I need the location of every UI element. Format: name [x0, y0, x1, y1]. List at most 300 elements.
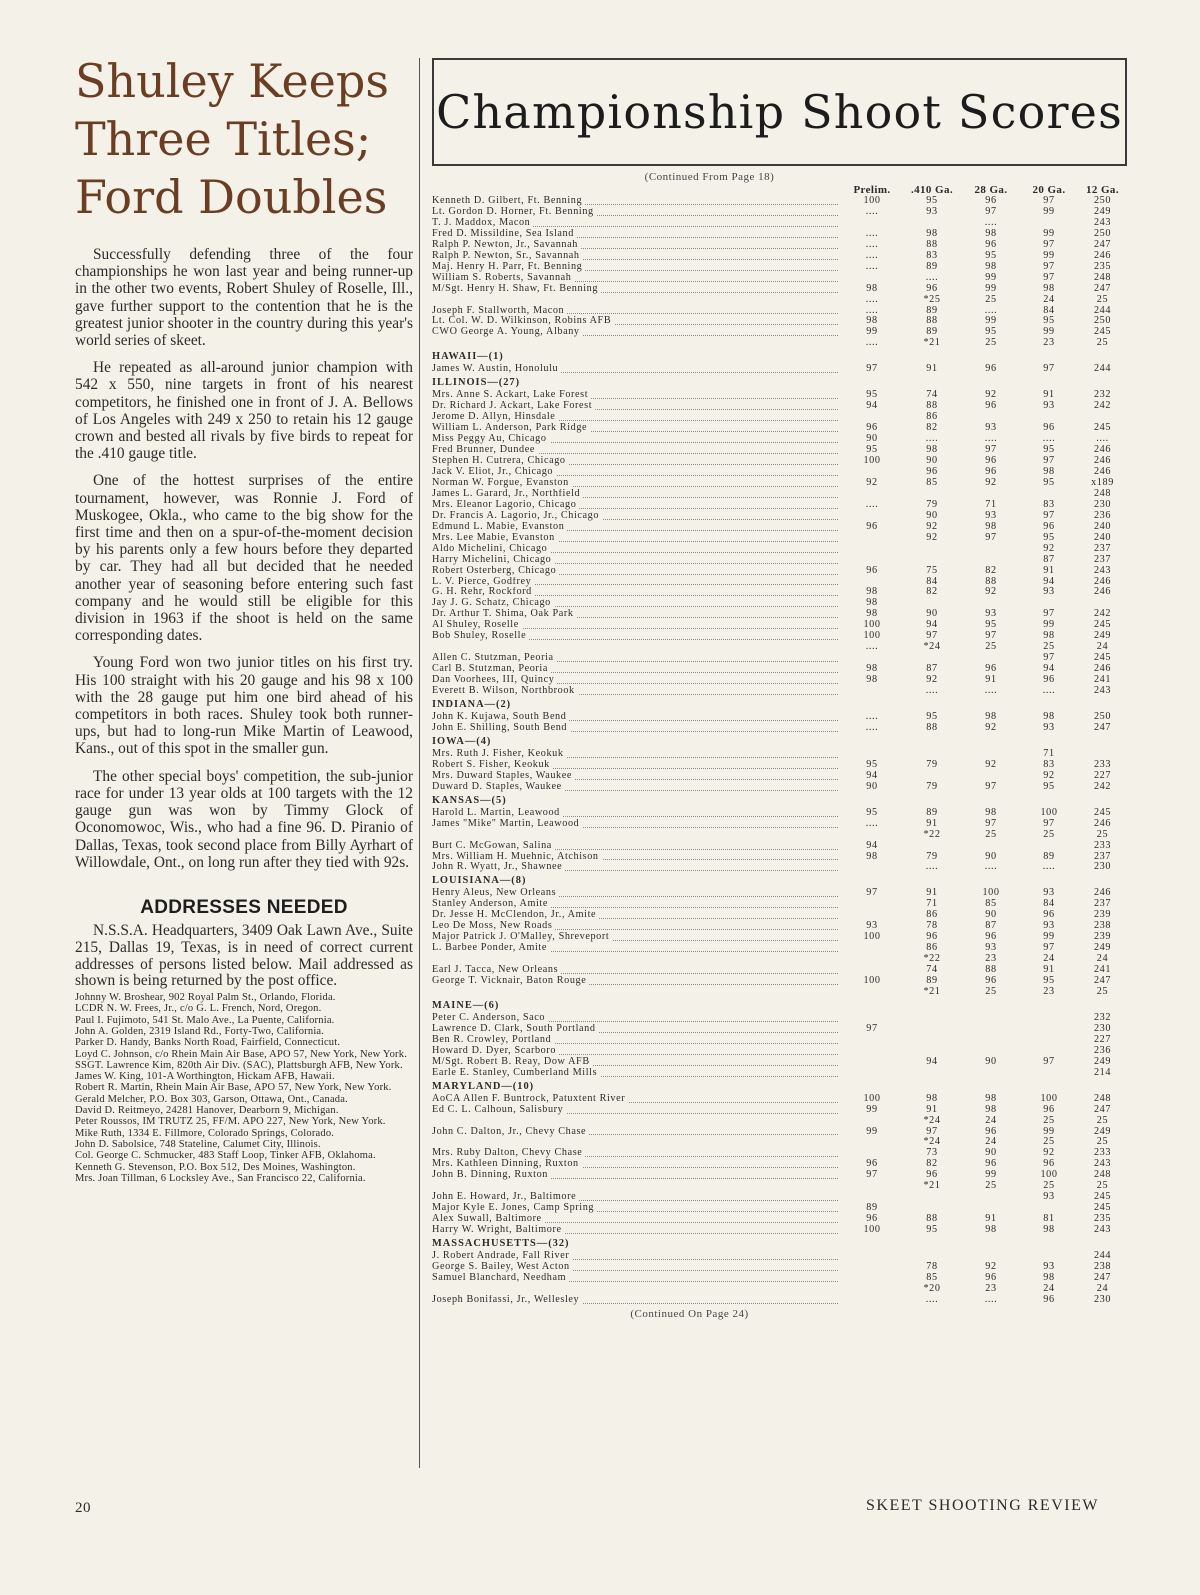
shooter-name	[432, 841, 842, 852]
score-row	[432, 749, 1127, 760]
score-cell	[962, 1251, 1020, 1262]
shooter-name	[432, 467, 842, 478]
shooter-name	[432, 932, 842, 943]
shooter-name-text: Miss Peggy Au, Chicago	[432, 434, 550, 444]
score-row	[432, 1284, 1127, 1295]
score-cell: 100	[863, 456, 881, 467]
address-entry: Gerald Melcher, P.O. Box 303, Garson, Ottawa, Ont., Canada.	[75, 1093, 348, 1105]
score-cell: 98	[985, 261, 997, 272]
score-row	[432, 819, 1127, 830]
score-cell: 237	[1093, 554, 1112, 565]
article-headline	[75, 52, 413, 226]
score-cell: 93	[1043, 722, 1055, 733]
continued-from-note: (Continued From Page 18)	[644, 171, 775, 183]
score-row	[432, 544, 1127, 555]
shooter-name-text: John E. Howard, Jr., Baltimore	[432, 1192, 579, 1202]
score-cell	[962, 598, 1020, 609]
score-cell: 90	[985, 1148, 997, 1159]
address-entry: Col. George C. Schmucker, 483 Staff Loop, Tinker AFB, Oklahoma.	[75, 1150, 376, 1162]
score-row	[432, 412, 1127, 423]
score-cell: 88	[926, 401, 938, 412]
score-row	[432, 771, 1127, 782]
score-cell: 25	[985, 1181, 997, 1192]
shooter-name	[432, 1225, 842, 1236]
score-cell	[962, 1192, 1020, 1203]
score-cell: 249	[1093, 943, 1112, 954]
score-cell: 241	[1093, 965, 1112, 976]
score-cell: 248	[1093, 1170, 1112, 1181]
score-cell	[842, 1046, 902, 1057]
score-row	[432, 364, 1127, 375]
shooter-name	[432, 675, 842, 686]
score-cell: 93	[985, 943, 997, 954]
score-cell: 238	[1093, 1262, 1112, 1273]
score-cell: 99	[1043, 206, 1055, 217]
score-cell: 98	[1043, 711, 1055, 722]
score-cell: 236	[1093, 1045, 1112, 1056]
score-cell: 88	[926, 239, 938, 250]
score-cell: 82	[926, 587, 938, 598]
score-cell: 243	[1093, 217, 1112, 228]
score-row	[432, 1262, 1127, 1273]
shooter-name	[432, 808, 842, 819]
shooter-name-text: Robert Osterberg, Chicago	[432, 566, 559, 576]
score-cell: 99	[1043, 250, 1055, 261]
score-cell: 98	[985, 807, 997, 818]
score-cell: 92	[1043, 543, 1055, 554]
shooter-name	[432, 819, 842, 830]
score-row	[432, 577, 1127, 588]
shooter-name-text: Lt. Col. W. D. Wilkinson, Robins AFB	[432, 316, 614, 326]
shooter-name	[432, 566, 842, 577]
shooter-name-text: Major Patrick J. O'Malley, Shreveport	[432, 932, 612, 942]
shooter-name	[432, 1116, 842, 1127]
score-cell: 85	[985, 899, 997, 910]
score-cell: 86	[926, 943, 938, 954]
shooter-name-text: Mrs. Ruby Dalton, Chevy Chase	[432, 1148, 585, 1158]
score-cell: 82	[985, 565, 997, 576]
shooter-name	[432, 445, 842, 456]
score-cell: 86	[926, 910, 938, 921]
shooter-name-text: George T. Vicknair, Baton Rouge	[432, 976, 589, 986]
score-cell	[902, 489, 962, 500]
score-cell: 96	[926, 283, 938, 294]
shooter-name-text: M/Sgt. Henry H. Shaw, Ft. Benning	[432, 284, 601, 294]
shooter-name	[432, 478, 842, 489]
score-cell: 96	[1043, 1294, 1055, 1305]
score-row	[432, 1148, 1127, 1159]
score-cell	[902, 1024, 962, 1035]
scores-header-row	[432, 183, 1127, 196]
shooter-name	[432, 1262, 842, 1273]
score-cell	[842, 899, 902, 910]
shooter-name-text: Dan Voorhees, III, Quincy	[432, 675, 557, 685]
score-row	[432, 1024, 1127, 1035]
score-row	[432, 456, 1127, 467]
shooter-name	[432, 434, 842, 445]
score-cell: 25	[1043, 829, 1055, 840]
score-cell: 237	[1093, 899, 1112, 910]
score-cell: 25	[1043, 1181, 1055, 1192]
score-cell: 95	[926, 711, 938, 722]
score-cell: 214	[1093, 1067, 1112, 1078]
score-cell: 83	[926, 250, 938, 261]
shooter-name	[432, 921, 842, 932]
score-row	[432, 1181, 1127, 1192]
score-cell: 95	[985, 620, 997, 631]
score-cell: ....	[865, 228, 879, 239]
shooter-name-text: Bob Shuley, Roselle	[432, 631, 529, 641]
shooter-name-text: Maj. Henry H. Parr, Ft. Benning	[432, 262, 585, 272]
score-cell: 98	[866, 851, 878, 862]
score-cell: 250	[1093, 228, 1112, 239]
shooter-name	[432, 327, 842, 338]
score-cell: 97	[866, 364, 878, 375]
score-cell: ....	[925, 434, 939, 445]
score-cell: 97	[1043, 196, 1055, 206]
score-cell: 239	[1093, 910, 1112, 921]
score-cell	[902, 555, 962, 566]
score-cell: 92	[985, 1262, 997, 1273]
score-cell	[842, 862, 902, 873]
shooter-name-text: Mrs. Anne S. Ackart, Lake Forest	[432, 390, 591, 400]
shooter-name	[432, 910, 842, 921]
publication-name: SKEET SHOOTING REVIEW	[866, 1497, 1099, 1514]
score-cell: 97	[866, 888, 878, 899]
shooter-name	[432, 262, 842, 273]
score-cell	[962, 1013, 1020, 1024]
score-cell: 98	[866, 316, 878, 327]
address-entry: Paul I. Fujimoto, 541 St. Malo Ave., La Puente, California.	[75, 1014, 335, 1026]
score-cell: 88	[985, 965, 997, 976]
score-cell: 235	[1093, 261, 1112, 272]
state-heading: HAWAII—(1)	[432, 351, 504, 363]
shooter-name-text: John R. Wyatt, Jr., Shawnee	[432, 862, 565, 872]
score-row	[432, 1094, 1127, 1105]
score-cell	[1078, 412, 1127, 423]
score-cell: 98	[985, 711, 997, 722]
score-row	[432, 1225, 1127, 1236]
score-cell: 246	[1093, 466, 1112, 477]
shooter-name-text: James "Mike" Martin, Leawood	[432, 819, 582, 829]
score-row	[432, 316, 1127, 327]
score-row	[432, 1105, 1127, 1116]
score-cell: *22	[923, 829, 941, 840]
score-cell: ....	[865, 499, 879, 510]
score-cell: ....	[984, 217, 998, 228]
score-cell	[1020, 218, 1078, 229]
score-cell: 242	[1093, 401, 1112, 412]
score-cell: 96	[866, 521, 878, 532]
score-cell: 100	[1040, 807, 1058, 818]
score-cell: 91	[926, 818, 938, 829]
shooter-name	[432, 712, 842, 723]
score-cell: 248	[1093, 272, 1112, 283]
score-row	[432, 723, 1127, 734]
score-row	[432, 262, 1127, 273]
state-heading: INDIANA—(2)	[432, 698, 512, 710]
score-cell: ....	[865, 642, 879, 653]
score-cell	[1020, 1046, 1078, 1057]
shooter-name-text: Stephen H. Cutrera, Chicago	[432, 456, 569, 466]
score-cell: 97	[926, 1126, 938, 1137]
shooter-name	[432, 1035, 842, 1046]
score-cell: 246	[1093, 888, 1112, 899]
score-cell	[842, 533, 902, 544]
score-cell: 98	[926, 228, 938, 239]
shooter-name	[432, 1013, 842, 1024]
score-row	[432, 401, 1127, 412]
article-paragraph: The other special boys' competition, the sub-junior race for under 13 year olds at 100 targets with the 12 gauge gun was won by Timmy Glock of Oconomowoc, Wis., who had a fine 96. D. Piranio of Dallas, Texas, took second place from Billy Ayrhart of Willowdale, Ont., on long run after they tied with 92s.	[75, 767, 413, 871]
score-cell	[902, 1013, 962, 1024]
score-cell: *24	[923, 1115, 941, 1126]
score-cell	[962, 1203, 1020, 1214]
score-cell: 95	[1043, 532, 1055, 543]
score-cell: 244	[1093, 1251, 1112, 1262]
score-row	[432, 808, 1127, 819]
score-cell: 75	[926, 565, 938, 576]
score-cell: 99	[985, 316, 997, 327]
score-cell: 243	[1093, 686, 1112, 697]
score-cell: 96	[985, 466, 997, 477]
shooter-name	[432, 401, 842, 412]
score-cell: 71	[926, 899, 938, 910]
score-cell: 90	[985, 851, 997, 862]
score-row	[432, 1273, 1127, 1284]
score-cell: 97	[866, 1170, 878, 1181]
score-cell: 96	[926, 466, 938, 477]
score-cell: 96	[1043, 1104, 1055, 1115]
shooter-name	[432, 653, 842, 664]
score-row	[432, 987, 1127, 998]
score-cell: 97	[926, 631, 938, 642]
score-cell: 24	[1043, 294, 1055, 305]
address-entry: James W. King, 101-A Worthington, Hickam AFB, Hawaii.	[75, 1071, 335, 1083]
score-cell: 79	[926, 851, 938, 862]
addresses-intro: N.S.S.A. Headquarters, 3409 Oak Lawn Ave., Suite 215, Dallas 19, Texas, is in need of correct current addresses of persons listed below. Mail addressed as shown is being returned by the post office.	[75, 921, 413, 990]
score-cell: 96	[985, 364, 997, 375]
shooter-name-text: Edmund L. Mabie, Evanston	[432, 522, 567, 532]
shooter-name-text: Allen C. Stutzman, Peoria	[432, 653, 557, 663]
score-cell	[962, 489, 1020, 500]
score-cell: ....	[865, 261, 879, 272]
score-cell: 93	[985, 423, 997, 434]
score-cell	[962, 555, 1020, 566]
shooter-name-text: John K. Kujawa, South Bend	[432, 712, 569, 722]
score-cell: 95	[926, 1225, 938, 1236]
score-row	[432, 954, 1127, 965]
score-cell: *21	[923, 987, 941, 997]
score-cell: 96	[985, 456, 997, 467]
score-cell	[842, 544, 902, 555]
score-row	[432, 273, 1127, 284]
score-cell: 83	[1043, 499, 1055, 510]
shooter-name-text: Al Shuley, Roselle	[432, 620, 522, 630]
score-cell: 92	[926, 521, 938, 532]
shooter-name	[432, 899, 842, 910]
shooter-name	[432, 830, 842, 841]
score-cell: 98	[866, 587, 878, 598]
score-cell: 86	[926, 412, 938, 423]
score-cell: 94	[926, 620, 938, 631]
shooter-name	[432, 533, 842, 544]
score-row	[432, 445, 1127, 456]
shooter-name	[432, 749, 842, 760]
score-cell: 90	[985, 910, 997, 921]
score-cell: 93	[1043, 888, 1055, 899]
shooter-name-text: Norman W. Forgue, Evanston	[432, 478, 572, 488]
shooter-name	[432, 686, 842, 697]
score-cell: 96	[985, 932, 997, 943]
score-cell: 227	[1093, 770, 1112, 781]
score-cell: 73	[926, 1148, 938, 1159]
score-cell: 232	[1093, 390, 1112, 401]
shooter-name-text: G. H. Rehr, Rockford	[432, 587, 535, 597]
score-cell: 100	[863, 631, 881, 642]
score-cell: 95	[1043, 445, 1055, 456]
score-cell: 249	[1093, 631, 1112, 642]
score-cell: 97	[1043, 943, 1055, 954]
shooter-name-text: John C. Dalton, Jr., Chevy Chase	[432, 1127, 589, 1137]
score-cell: 246	[1093, 587, 1112, 598]
score-cell: 71	[1043, 748, 1055, 759]
score-cell: 99	[1043, 932, 1055, 943]
shooter-name	[432, 852, 842, 863]
score-cell: 248	[1093, 1093, 1112, 1104]
score-row	[432, 620, 1127, 631]
score-cell	[962, 771, 1020, 782]
score-cell: *22	[923, 954, 941, 965]
score-cell: 97	[1043, 510, 1055, 521]
score-cell	[902, 1035, 962, 1046]
score-cell: 91	[926, 1104, 938, 1115]
score-cell	[842, 511, 902, 522]
score-cell	[842, 412, 902, 423]
score-cell: 78	[926, 1262, 938, 1273]
shooter-name	[432, 284, 842, 295]
address-entry: LCDR N. W. Frees, Jr., c/o G. L. French, Nord, Oregon.	[75, 1003, 322, 1015]
shooter-name-text: Howard D. Dyer, Scarboro	[432, 1046, 559, 1056]
score-cell: 250	[1093, 196, 1112, 206]
score-cell: 98	[1043, 1225, 1055, 1236]
score-cell	[842, 1192, 902, 1203]
score-cell: 78	[926, 921, 938, 932]
score-cell: 93	[926, 206, 938, 217]
score-cell: 100	[863, 1225, 881, 1236]
score-cell: 89	[866, 1203, 878, 1214]
score-row	[432, 240, 1127, 251]
shooter-name	[432, 965, 842, 976]
score-cell: 249	[1093, 1056, 1112, 1067]
shooter-name	[432, 1295, 842, 1306]
score-cell	[962, 1046, 1020, 1057]
score-cell	[842, 467, 902, 478]
score-cell	[1020, 489, 1078, 500]
score-row	[432, 1035, 1127, 1046]
score-cell: ....	[925, 686, 939, 697]
score-cell	[842, 1251, 902, 1262]
score-cell: 24	[1096, 954, 1109, 965]
score-cell: 74	[926, 965, 938, 976]
state-heading: MASSACHUSETTS—(32)	[432, 1238, 570, 1250]
score-cell: 247	[1093, 239, 1112, 250]
score-cell: 92	[985, 390, 997, 401]
score-row	[432, 1057, 1127, 1068]
score-cell: 92	[926, 675, 938, 686]
shooter-name	[432, 196, 842, 207]
shooter-name	[432, 587, 842, 598]
score-row	[432, 390, 1127, 401]
score-cell: 240	[1093, 532, 1112, 543]
score-cell: 95	[1043, 781, 1055, 792]
address-entry: SSGT. Lawrence Kim, 820th Air Div. (SAC), Plattsburgh AFB, New York.	[75, 1059, 403, 1071]
shooter-name-text: Earl J. Tacca, New Orleans	[432, 965, 561, 975]
score-cell: ....	[865, 722, 879, 733]
shooter-name-text: Dr. Richard J. Ackart, Lake Forest	[432, 401, 595, 411]
shooter-name	[432, 577, 842, 588]
score-cell	[902, 1046, 962, 1057]
score-cell: 97	[1043, 1056, 1055, 1067]
score-cell: 97	[866, 1023, 878, 1034]
score-cell: *24	[923, 642, 941, 653]
score-cell	[1020, 598, 1078, 609]
score-cell: 93	[1043, 1262, 1055, 1273]
shooter-name	[432, 1159, 842, 1170]
score-row	[432, 306, 1127, 317]
score-cell: ....	[1042, 686, 1056, 697]
shooter-name	[432, 598, 842, 609]
score-row	[432, 1192, 1127, 1203]
shooter-name	[432, 412, 842, 423]
shooter-name-text: William L. Anderson, Park Ridge	[432, 423, 590, 433]
score-cell	[842, 489, 902, 500]
score-cell: 230	[1093, 862, 1112, 873]
score-cell: ....	[865, 250, 879, 261]
score-cell: *21	[923, 1181, 941, 1192]
shooter-name	[432, 1148, 842, 1159]
score-cell: 91	[985, 1214, 997, 1225]
score-cell: 84	[1043, 305, 1055, 316]
score-cell: 25	[1096, 829, 1109, 840]
shooter-name	[432, 489, 842, 500]
score-cell: 25	[985, 338, 997, 349]
shooter-name	[432, 631, 842, 642]
state-heading-row	[432, 1079, 1127, 1094]
score-cell	[842, 1148, 902, 1159]
score-row	[432, 500, 1127, 511]
score-cell: 96	[1043, 1159, 1055, 1170]
score-cell: 97	[985, 206, 997, 217]
score-cell: 96	[866, 423, 878, 434]
right-column	[432, 58, 1127, 1320]
state-heading: ILLINOIS—(27)	[432, 377, 521, 389]
score-cell: 89	[1043, 851, 1055, 862]
score-row	[432, 1046, 1127, 1057]
score-row	[432, 888, 1127, 899]
score-cell: 236	[1093, 510, 1112, 521]
state-heading: IOWA—(4)	[432, 735, 492, 747]
score-row	[432, 976, 1127, 987]
score-cell: 243	[1093, 1159, 1112, 1170]
score-row	[432, 566, 1127, 577]
score-cell: 93	[1043, 921, 1055, 932]
score-cell: 99	[985, 1170, 997, 1181]
score-cell: 99	[1043, 1126, 1055, 1137]
score-row	[432, 478, 1127, 489]
shooter-name-text: Mrs. Lee Mabie, Evanston	[432, 533, 558, 543]
shooter-name	[432, 544, 842, 555]
score-cell: 25	[985, 294, 997, 305]
